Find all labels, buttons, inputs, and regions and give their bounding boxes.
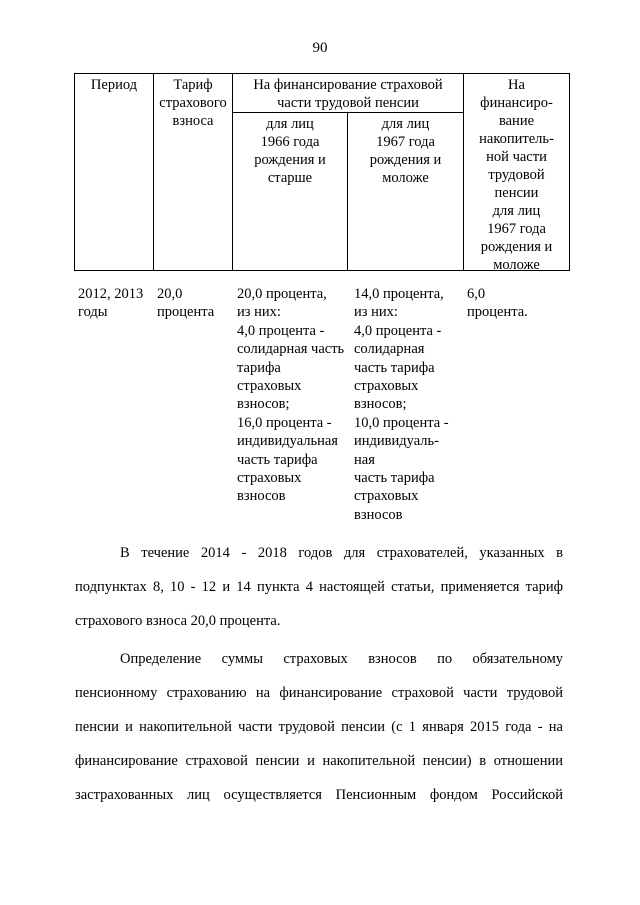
row-born-1966-and-older: 20,0 процента, из них: 4,0 процента - солидарная часть тарифа страховых взносов; 16,0 процента - индивидуальная часть тарифа страховых взносов: [237, 286, 345, 505]
text-line: подпунктах 8, 10 - 12 и 14 пункта 4 настоящей статьи, применяется тариф: [75, 579, 563, 595]
table-top-border: [74, 73, 570, 74]
header-born-1966-and-older: для лиц 1966 года рождения и старше: [254, 116, 326, 186]
text-line: пенсионному страхованию на финансирование страховой части трудовой: [75, 685, 563, 701]
paragraph-tariff-2014-2018: [75, 536, 563, 638]
page-number: 90: [312, 40, 328, 56]
header-insurance-part: На финансирование страховой части трудовой пенсии: [253, 77, 443, 111]
row-funded-part: 6,0 процента.: [467, 286, 528, 321]
header-period: Период: [90, 77, 138, 93]
table-left-border: [74, 73, 75, 271]
text-line: В течение 2014 - 2018 годов для страхователей, указанных в: [120, 545, 563, 561]
text-line: страхового взноса 20,0 процента.: [75, 613, 281, 629]
text-line: Определение суммы страховых взносов по обязательному: [120, 651, 563, 667]
row-tariff: 20,0 процента: [157, 286, 215, 321]
tariff-table-header: [74, 73, 570, 271]
header-born-1967-and-younger: для лиц 1967 года рождения и моложе: [369, 116, 442, 186]
row-born-1967-and-younger: 14,0 процента, из них: 4,0 процента - солидарная часть тарифа страховых взносов; 10,0 процента - индивидуаль- ная часть тарифа страховых взносов: [354, 286, 449, 523]
header-funded-part: На финансиро- вание накопитель- ной части трудовой пенсии для лиц 1967 года рождения и моложе: [479, 77, 554, 273]
header-tariff: Тариф страхового взноса: [159, 77, 227, 129]
text-line: финансирование страховой пенсии и накопительной пенсии) в отношении: [75, 753, 563, 769]
text-line: пенсии и накопительной части трудовой пенсии (с 1 января 2015 года - на: [75, 719, 563, 735]
paragraph-contribution-determination: [75, 642, 563, 812]
text-line: застрахованных лиц осуществляется Пенсионным фондом Российской: [75, 787, 563, 803]
row-period: 2012, 2013 годы: [78, 286, 144, 321]
table-right-border: [569, 73, 570, 271]
